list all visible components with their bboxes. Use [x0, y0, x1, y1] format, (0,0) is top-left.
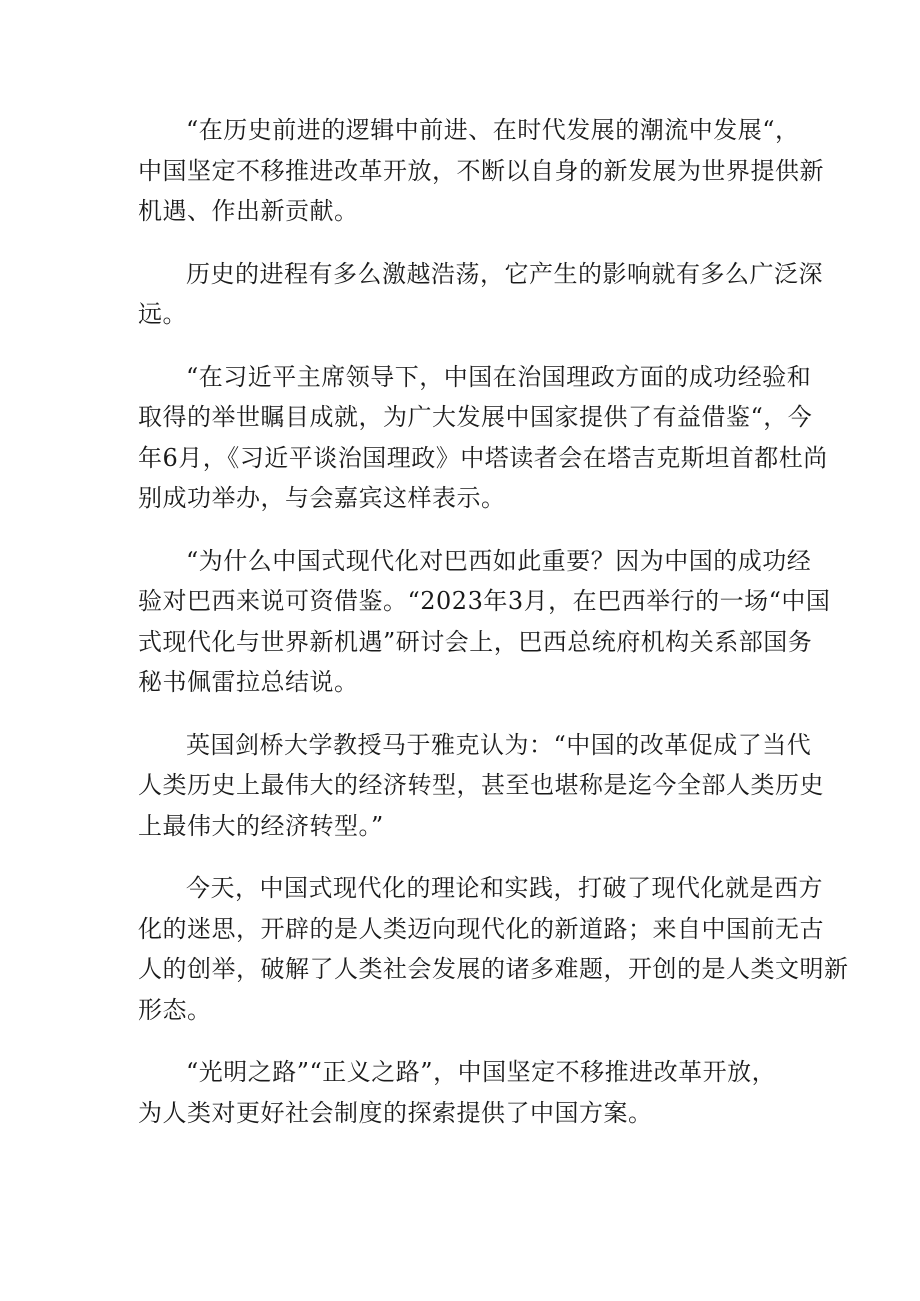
document-body — [138, 110, 849, 1155]
paragraph-5-line-2: 人类历史上最伟大的经济转型，甚至也堪称是迄今全部人类历史 — [138, 771, 824, 799]
paragraph-1-line-2: 中国坚定不移推进改革开放，不断以自身的新发展为世界提供新 — [138, 156, 824, 185]
paragraph-4-line-4: 秘书佩雷拉总结说。 — [138, 668, 359, 696]
paragraph-4 — [138, 541, 831, 703]
paragraph-7-line-1: “光明之路”“正义之路”，中国坚定不移推进改革开放， — [186, 1058, 777, 1086]
paragraph-2-line-1: 历史的进程有多么激越浩荡，它产生的影响就有多么广泛深 — [186, 259, 823, 288]
paragraph-3-line-3: 年6月，《习近平谈治国理政》中塔读者会在塔吉克斯坦首都杜尚 — [138, 443, 828, 472]
paragraph-1 — [138, 110, 824, 232]
paragraph-1-line-1: “在历史前进的逻辑中前进、在时代发展的潮流中发展“， — [186, 116, 800, 144]
paragraph-6-line-1: 今天，中国式现代化的理论和实践，打破了现代化就是西方 — [186, 874, 823, 902]
paragraph-2-line-2: 远。 — [138, 300, 187, 328]
paragraph-4-line-1: “为什么中国式现代化对巴西如此重要？因为中国的成功经 — [186, 546, 812, 575]
paragraph-3-line-4: 别成功举办，与会嘉宾这样表示。 — [138, 484, 506, 512]
paragraph-3 — [138, 357, 828, 519]
paragraph-4-line-3: 式现代化与世界新机遇”研讨会上，巴西总统府机构关系部国务 — [138, 627, 813, 656]
paragraph-5-line-1: 英国剑桥大学教授马于雅克认为：“中国的改革促成了当代 — [186, 730, 812, 759]
paragraph-7 — [138, 1052, 798, 1133]
paragraph-5 — [138, 725, 824, 847]
paragraph-3-line-1: “在习近平主席领导下，中国在治国理政方面的成功经验和 — [186, 362, 812, 391]
paragraph-6 — [138, 868, 849, 1030]
paragraph-6-line-4: 形态。 — [138, 995, 212, 1024]
paragraph-6-line-3: 人的创举，破解了人类社会发展的诸多难题，开创的是人类文明新 — [138, 955, 849, 983]
paragraph-4-line-2: 验对巴西来说可资借鉴。“2023年3月，在巴西举行的一场“中国 — [138, 587, 831, 615]
paragraph-5-line-3: 上最伟大的经济转型。” — [138, 811, 384, 840]
paragraph-6-line-2: 化的迷思，开辟的是人类迈向现代化的新道路；来自中国前无古 — [138, 914, 824, 943]
paragraph-7-line-2: 为人类对更好社会制度的探索提供了中国方案。 — [138, 1098, 653, 1127]
paragraph-3-line-2: 取得的举世瞩目成就，为广大发展中国家提供了有益借鉴“，今 — [138, 403, 813, 431]
paragraph-1-line-3: 机遇、作出新贡献。 — [138, 197, 359, 225]
paragraph-2 — [138, 254, 823, 335]
